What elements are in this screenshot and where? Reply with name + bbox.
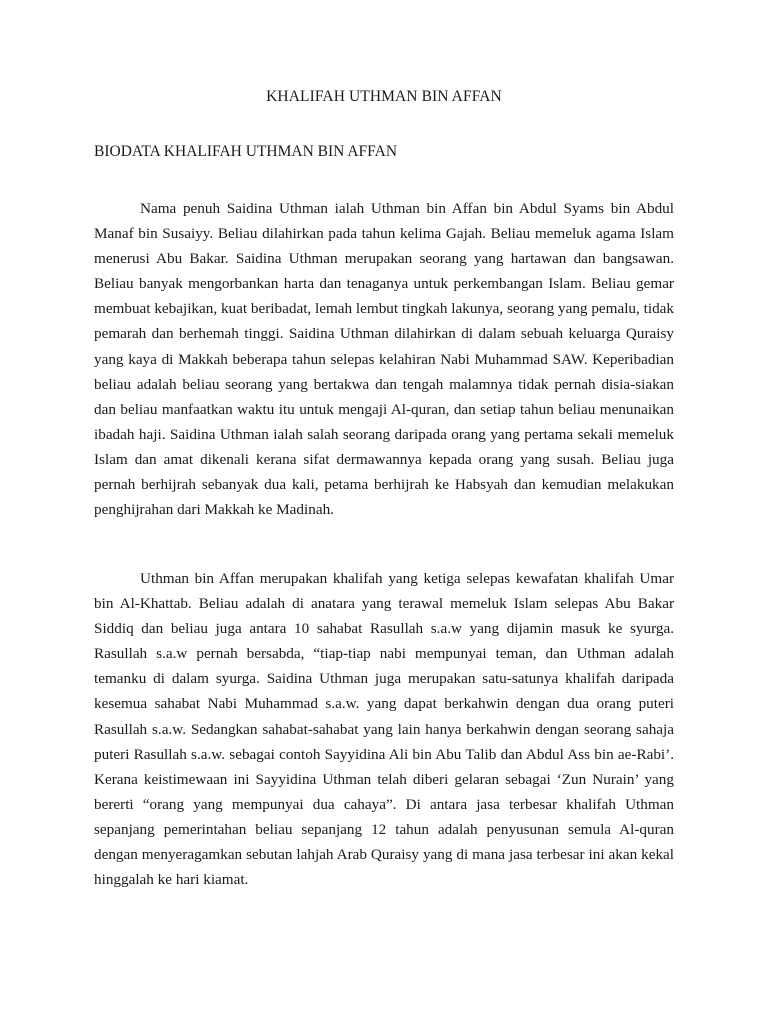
section-heading: BIODATA KHALIFAH UTHMAN BIN AFFAN [94,143,398,160]
document-title: KHALIFAH UTHMAN BIN AFFAN [266,88,502,105]
paragraph-biodata: Nama penuh Saidina Uthman ialah Uthman bin Affan bin Abdul Syams bin Abdul Manaf bin Susaiyy. Beliau dilahirkan pada tahun kelima Gajah. Beliau memeluk agama Islam menerusi Abu Bakar. Saidina Uthman merupakan seorang yang hartawan dan bangsawan. Beliau banyak mengorbankan harta dan tenaganya untuk perkembangan Islam. Beliau gemar membuat kebajikan, kuat beribadat, lemah lembut tingkah lakunya, seorang yang pemalu, tidak pemarah dan berhemah tinggi. Saidina Uthman dilahirkan di dalam sebuah keluarga Quraisy yang kaya di Makkah beberapa tahun selepas kelahiran Nabi Muhammad SAW. Keperibadian beliau adalah beliau seorang yang bertakwa dan tengah malamnya tidak pernah disia-siakan dan beliau manfaatkan waktu itu untuk mengaji Al-quran, dan setiap tahun beliau menunaikan ibadah haji. Saidina Uthman ialah salah seorang daripada orang yang pertama sekali memeluk Islam dan amat dikenali kerana sifat dermawannya kepada orang yang susah. Beliau juga pernah berhijrah sebanyak dua kali, petama berhijrah ke Habsyah dan kemudian melakukan penghijrahan dari Makkah ke Madinah. [94,200,674,519]
paragraph-khalifah: Uthman bin Affan merupakan khalifah yang ketiga selepas kewafatan khalifah Umar bin Al-Khattab. Beliau adalah di anatara yang terawal memeluk Islam selepas Abu Bakar Siddiq dan beliau juga antara 10 sahabat Rasullah s.a.w yang dijamin masuk ke syurga. Rasullah s.a.w pernah bersabda, “tiap-tiap nabi mempunyai teman, dan Uthman adalah temanku di dalam syurga. Saidina Uthman juga merupakan satu-satunya khalifah daripada kesemua sahabat Nabi Muhammad s.a.w. yang dapat berkahwin dengan dua orang puteri Rasullah s.a.w. Sedangkan sahabat-sahabat yang lain hanya berkahwin dengan seorang sahaja puteri Rasullah s.a.w. sebagai contoh Sayyidina Ali bin Abu Talib dan Abdul Ass bin ae-Rabi’. Kerana keistimewaan ini Sayyidina Uthman telah diberi gelaran sebagai ‘Zun Nurain’ yang bererti “orang yang mempunyai dua cahaya”. Di antara jasa terbesar khalifah Uthman sepanjang pemerintahan beliau sepanjang 12 tahun adalah penyusunan semula Al-quran dengan menyeragamkan sebutan lahjah Arab Quraisy yang di mana jasa terbesar ini akan kekal hinggalah ke hari kiamat. [94,570,674,889]
